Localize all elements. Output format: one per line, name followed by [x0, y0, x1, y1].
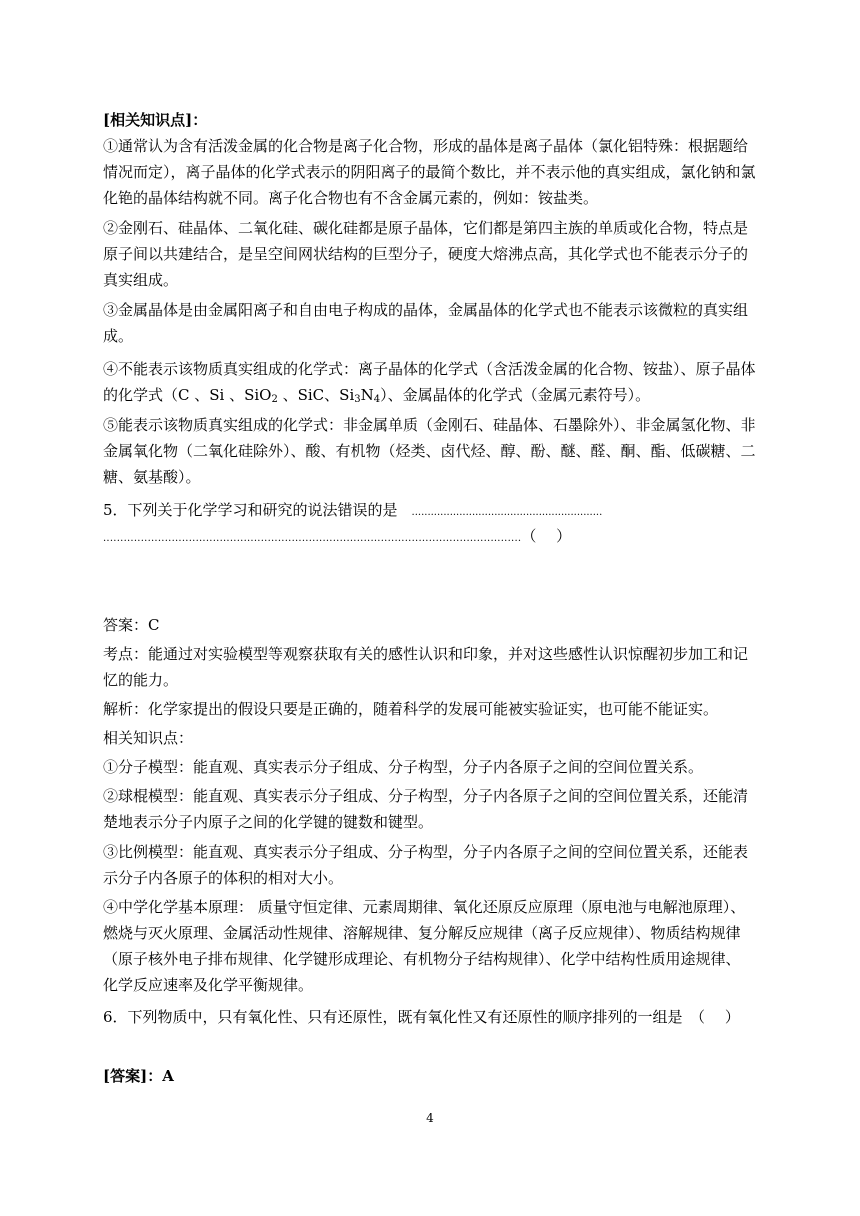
paragraph-line: ③比例模型：能直观、真实表示分子组成、分子构型，分子内各原子之间的空间位置关系，还能表	[103, 843, 749, 861]
dot-leader: ............................................................	[411, 507, 603, 518]
paragraph-line: 示分子内各原子的体积的相对大小。	[103, 869, 344, 887]
paragraph-line: 真实组成。	[103, 271, 179, 289]
paragraph-line-formula	[103, 382, 763, 408]
paragraph-line: 化学反应速率及化学平衡规律。	[103, 976, 314, 994]
dot-leader: ..........................................................................................................................	[103, 533, 522, 544]
answer-line: [答案]：A	[103, 1067, 174, 1085]
question-5-stem	[103, 497, 763, 526]
paragraph-line: 忆的能力。	[103, 671, 179, 689]
subscript: 4	[373, 394, 381, 405]
answer-blank: （ ）	[521, 527, 572, 545]
subscript: 2	[271, 394, 278, 405]
related-knowledge-header: [相关知识点]：	[103, 111, 208, 129]
paragraph-line: 原子间以共建结合，是呈空间网状结构的巨型分子，硬度大熔沸点高，其化学式也不能表示分子的	[103, 245, 749, 263]
answer-line: 答案：C	[103, 616, 160, 634]
paragraph-line: ④中学化学基本原理： 质量守恒定律、元素周期律、氧化还原反应原理（原电池与电解池原理）、	[103, 898, 746, 916]
paragraph-line: （原子核外电子排布规律、化学键形成理论、有机物分子结构规律）、化学中结构性质用途规律、	[103, 950, 741, 968]
paragraph-line: 成。	[103, 327, 134, 345]
paragraph-line: 考点：能通过对实验模型等观察获取有关的感性认识和印象，并对这些感性认识惊醒初步加工和记	[103, 645, 749, 663]
page-number: 4	[426, 1111, 434, 1125]
formula-text: ）、金属晶体的化学式（金属元素符号）。	[380, 386, 651, 404]
paragraph-line: 相关知识点：	[103, 729, 194, 747]
paragraph-line: 化铯的晶体结构就不同。离子化合物也有不含金属元素的，例如：铵盐类。	[103, 189, 599, 207]
question-5-line2	[103, 523, 763, 552]
paragraph-line: ③金属晶体是由金属阳离子和自由电子构成的晶体，金属晶体的化学式也不能表示该微粒的真实组	[103, 301, 749, 319]
paragraph-line: ①通常认为含有活泼金属的化合物是离子化合物，形成的晶体是离子晶体（氯化铝特殊：根据题给	[103, 137, 749, 155]
paragraph-line: 情况而定），离子晶体的化学式表示的阴阳离子的最简个数比，并不表示他的真实组成，氯化钠和氯	[103, 163, 756, 181]
paragraph-line: 楚地表示分子内原子之间的化学键的键数和键型。	[103, 813, 434, 831]
paragraph-line: ②金刚石、硅晶体、二氧化硅、碳化硅都是原子晶体，它们都是第四主族的单质或化合物，特点是	[103, 219, 749, 237]
question-text: 5．下列关于化学学习和研究的说法错误的是	[103, 501, 398, 519]
paragraph-line: 金属氧化物（二氧化硅除外）、酸、有机物（烃类、卤代烃、醇、酚、醚、醛、酮、酯、低碳糖、二	[103, 442, 756, 460]
formula-text: N	[360, 386, 374, 404]
paragraph-line: 糖、氨基酸）。	[103, 468, 201, 486]
paragraph-line: ①分子模型：能直观、真实表示分子组成、分子构型，分子内各原子之间的空间位置关系。	[103, 758, 704, 776]
paragraph-line: 燃烧与灭火原理、金属活动性规律、溶解规律、复分解反应规律（离子反应规律）、物质结构规律	[103, 924, 741, 942]
question-6-stem: 6．下列物质中，只有氧化性、只有还原性，既有氧化性又有还原性的顺序排列的一组是 （ ）	[103, 1008, 740, 1026]
subscript: 3	[354, 394, 361, 405]
paragraph-line: ④不能表示该物质真实组成的化学式：离子晶体的化学式（含活泼金属的化合物、铵盐）、原子晶体	[103, 360, 756, 378]
paragraph-line: ⑤能表示该物质真实组成的化学式：非金属单质（金刚石、硅晶体、石墨除外）、非金属氢化物、非	[103, 416, 756, 434]
formula-text: 、SiC、Si	[277, 386, 355, 404]
formula-text: 的化学式（C 、Si 、SiO	[103, 386, 272, 404]
paragraph-line: ②球棍模型：能直观、真实表示分子组成、分子构型，分子内各原子之间的空间位置关系，还能清	[103, 787, 749, 805]
paragraph-line: 解析：化学家提出的假设只要是正确的，随着科学的发展可能被实验证实，也可能不能证实。	[103, 700, 719, 718]
